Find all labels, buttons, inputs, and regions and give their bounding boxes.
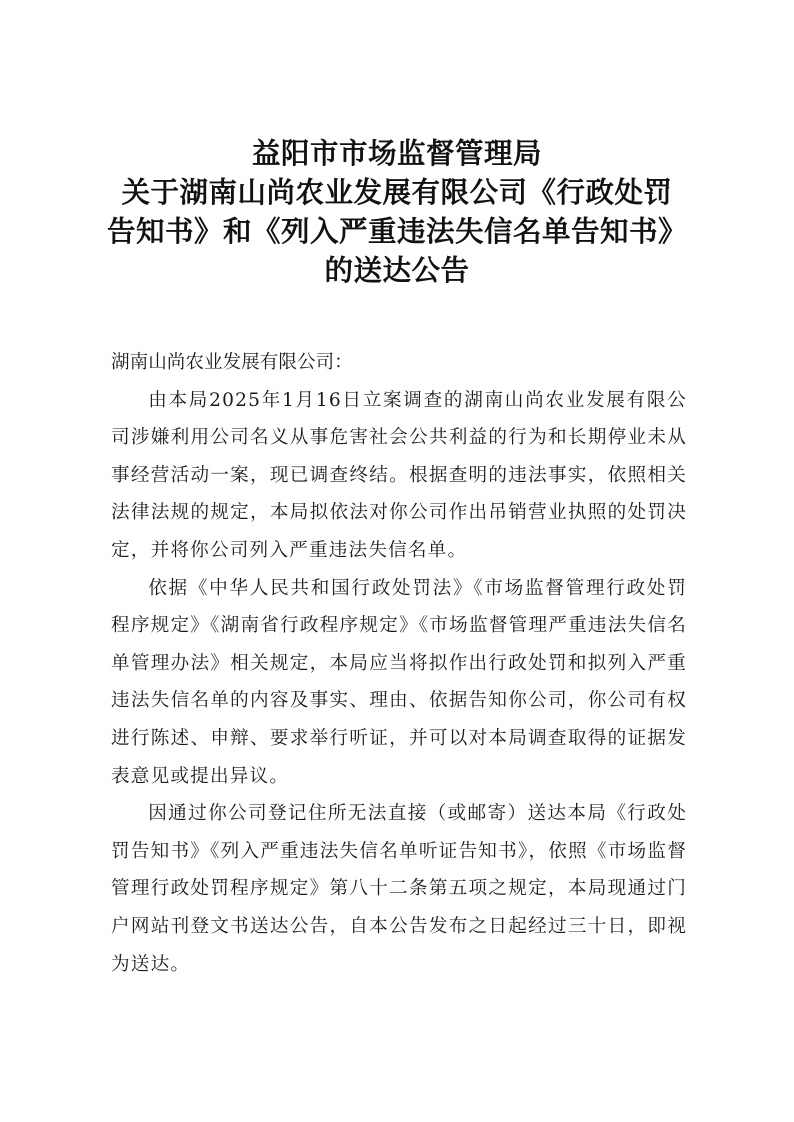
notice-title <box>95 134 699 290</box>
notice-body <box>111 344 687 983</box>
paragraph-service: 因通过你公司登记住所无法直接（或邮寄）送达本局《行政处罚告知书》《列入严重违法失信名单听证告知书》，依照《市场监督管理行政处罚程序规定》第八十二条第五项之规定，本局现通过门户网站刊登文书送达公告，自本公告发布之日起经过三十日，即视为送达。 <box>111 803 687 975</box>
addressee: 湖南山尚农业发展有限公司： <box>111 352 353 373</box>
paragraph-investigation: 由本局2025年1月16日立案调查的湖南山尚农业发展有限公司涉嫌利用公司名义从事危害社会公共利益的行为和长期停业未从事经营活动一案，现已调查终结。根据查明的违法事实，依照相关法律法规的规定，本局拟依法对你公司作出吊销营业执照的处罚决定，并将你公司列入严重违法失信名单。 <box>111 389 687 561</box>
title-line-subject: 关于湖南山尚农业发展有限公司《行政处罚 <box>121 176 673 209</box>
title-line-documents: 告知书》和《列入严重违法失信名单告知书》 <box>106 215 687 248</box>
title-line-type: 的送达公告 <box>324 254 470 287</box>
title-line-issuer: 益阳市市场监督管理局 <box>251 137 542 170</box>
paragraph-legal-basis: 依据《中华人民共和国行政处罚法》《市场监督管理行政处罚程序规定》《湖南省行政程序规定》《市场监督管理严重违法失信名单管理办法》相关规定，本局应当将拟作出行政处罚和拟列入严重违法失信名单的内容及事实、理由、依据告知你公司，你公司有权进行陈述、申辩、要求举行听证，并可以对本局调查取得的证据发表意见或提出异议。 <box>111 577 687 787</box>
